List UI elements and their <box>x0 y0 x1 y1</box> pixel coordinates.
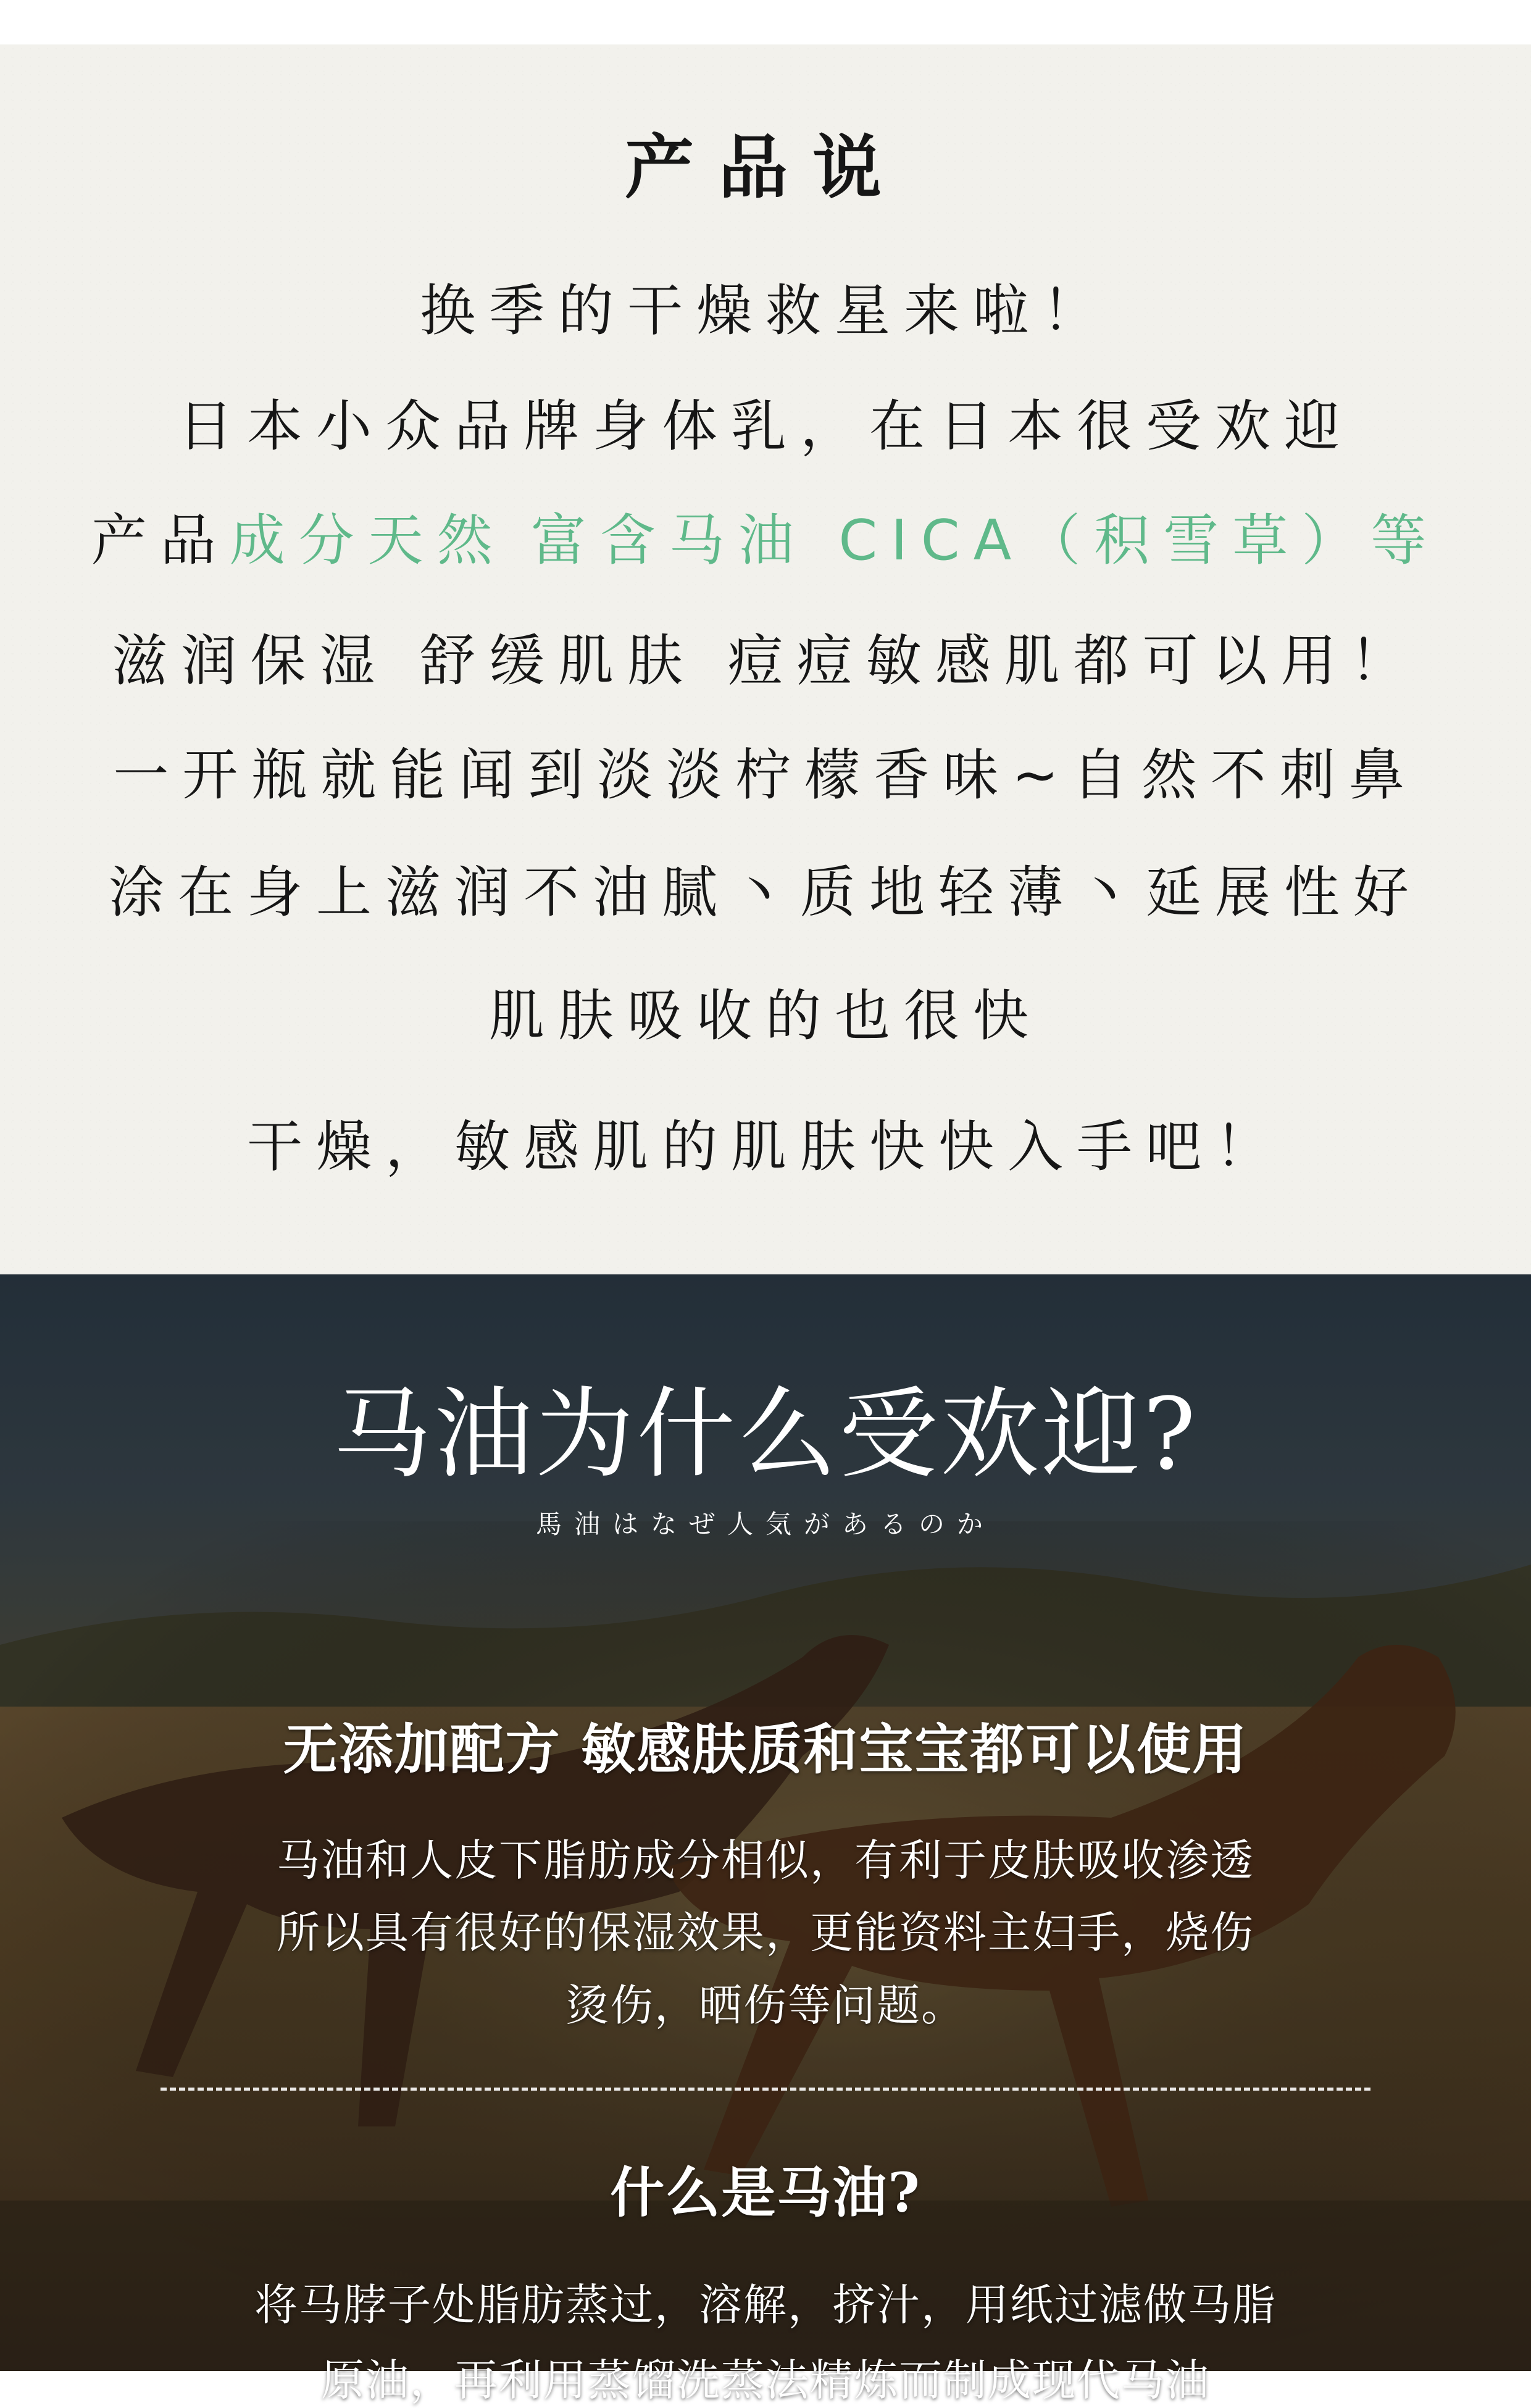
section2-line-2: 原油，再利用蒸馏洗蒸法精炼而制成现代马油 <box>321 2355 1210 2406</box>
intro-line-2-highlight-b: 富含马油 CICA（积雪草）等 <box>530 508 1440 573</box>
section1-line-3: 烫伤，晒伤等问题。 <box>565 1980 966 2031</box>
intro-line-2 <box>0 495 1531 575</box>
dashed-divider <box>161 2088 1370 2091</box>
intro-line-5: 涂在身上滋润不油腻丶质地轻薄丶延展性好 <box>109 860 1422 925</box>
section1-line-1: 马油和人皮下脂肪成分相似，有利于皮肤吸收渗透 <box>277 1835 1254 1886</box>
intro-line-4: 一开瓶就能闻到淡淡柠檬香味~自然不刺鼻 <box>113 743 1418 808</box>
intro-line-1: 日本小众品牌身体乳，在日本很受欢迎 <box>178 394 1353 459</box>
product-intro-section <box>0 44 1531 1274</box>
horse-oil-section <box>0 1274 1531 2406</box>
section1-line-2: 所以具有很好的保湿效果，更能资料主妇手，烧伤 <box>277 1907 1254 1958</box>
intro-cta: 干燥，敏感肌的肌肤快快入手吧！ <box>247 1114 1284 1179</box>
horse-oil-title: 马油为什么受欢迎? <box>333 1376 1198 1492</box>
section1-heading: 无添加配方 敏感肤质和宝宝都可以使用 <box>283 1717 1248 1781</box>
intro-line-6: 肌肤吸收的也很快 <box>489 984 1042 1048</box>
intro-tagline: 换季的干燥救星来啦！ <box>420 278 1111 343</box>
horse-oil-subtitle: 馬油はなぜ人気があるのか <box>535 1509 995 1539</box>
intro-title: 产品说 <box>625 128 906 208</box>
section2-line-1: 将马脖子处脂肪蒸过，溶解，挤汁，用纸过滤做马脂 <box>254 2280 1277 2330</box>
intro-line-3: 滋润保湿 舒缓肌肤 痘痘敏感肌都可以用！ <box>112 629 1419 693</box>
intro-line-2-highlight-a: 成分天然 <box>229 508 506 573</box>
intro-line-2-prefix: 产品 <box>91 508 230 573</box>
section2-heading: 什么是马油? <box>610 2160 921 2225</box>
